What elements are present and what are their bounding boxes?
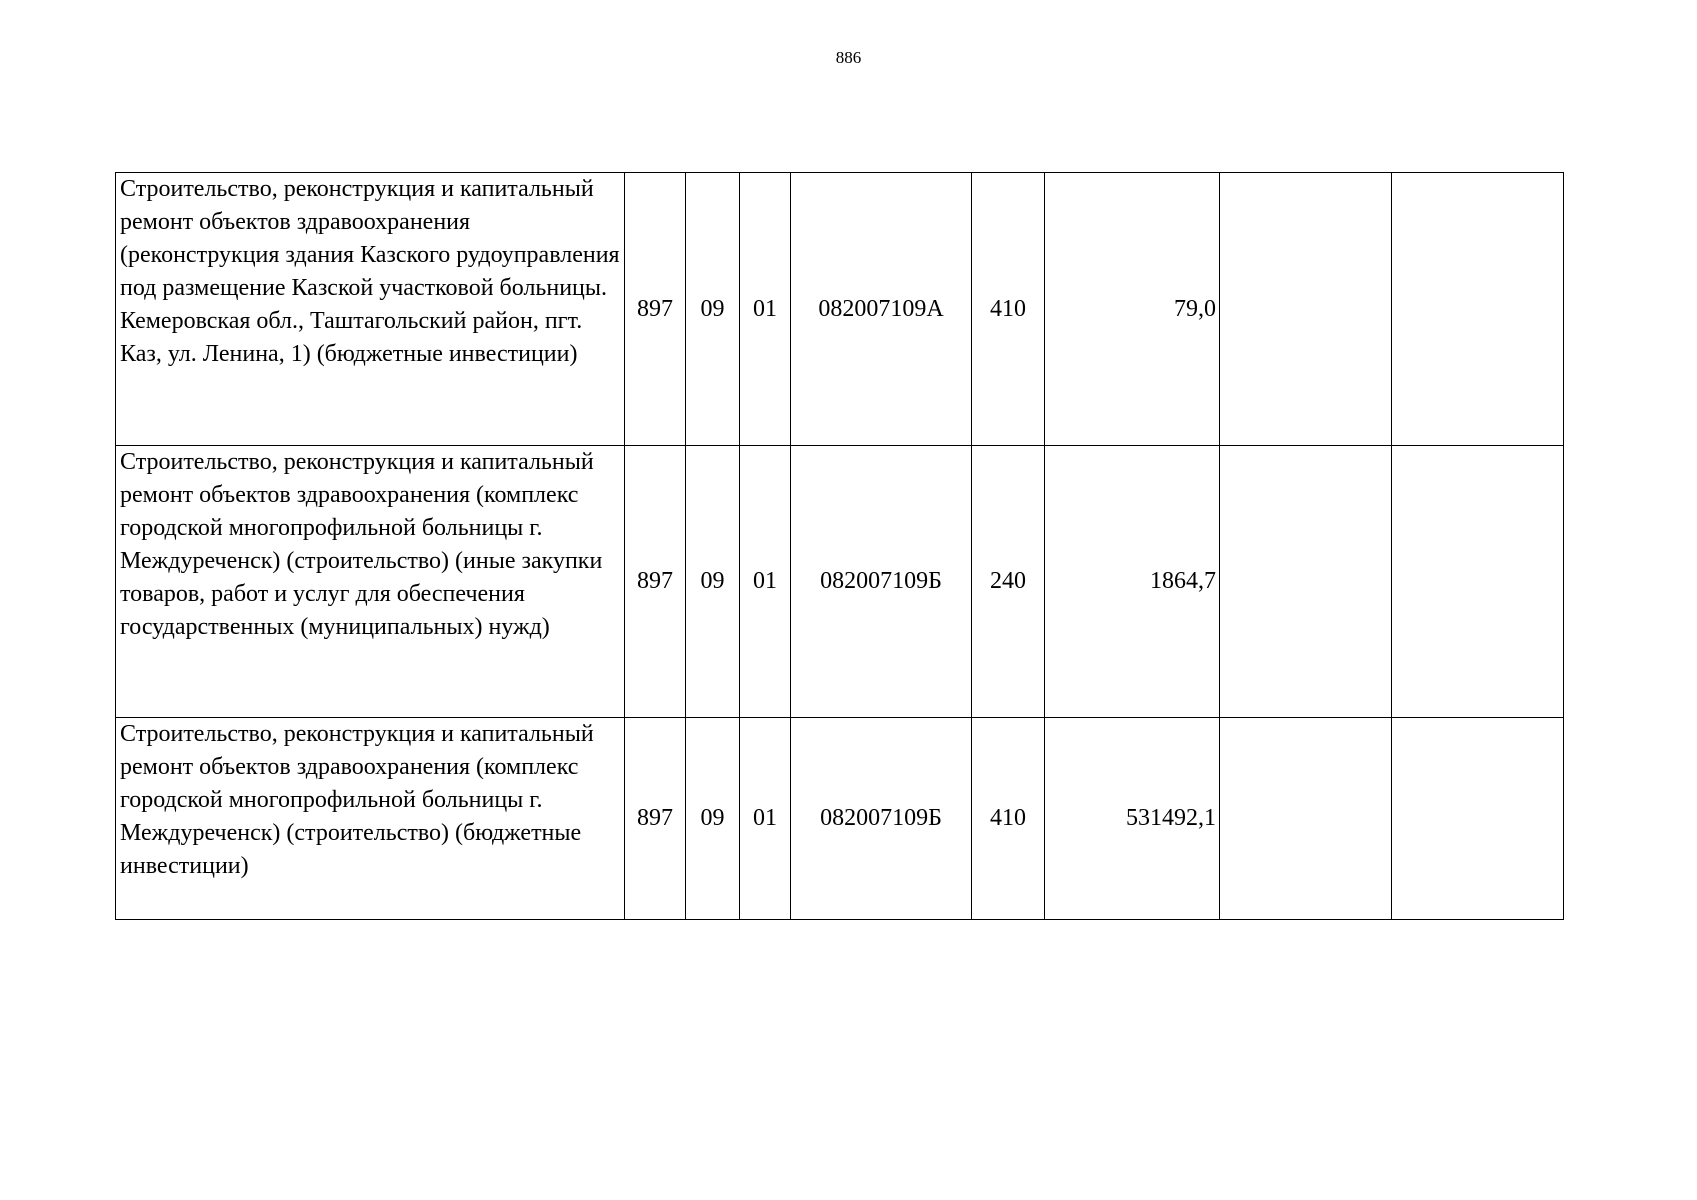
amount-col-8 xyxy=(1220,446,1392,718)
subsection-code: 01 xyxy=(740,718,791,920)
section-code: 09 xyxy=(686,718,740,920)
target-article-code: 082007109Б xyxy=(791,446,972,718)
row-description: Строительство, реконструкция и капитальный ремонт объектов здравоохранения (реконструкция здания Казского рудоуправления под размещение Казской участковой больницы. Кемеровская обл., Таштагольский район, пгт. Каз, ул. Ленина, 1) (бюджетные инвестиции) xyxy=(116,173,625,446)
expense-type-code: 410 xyxy=(972,718,1045,920)
ministry-code: 897 xyxy=(625,446,686,718)
section-code: 09 xyxy=(686,446,740,718)
subsection-code: 01 xyxy=(740,446,791,718)
page-number: 886 xyxy=(835,48,862,67)
row-description: Строительство, реконструкция и капитальный ремонт объектов здравоохранения (комплекс городской многопрофильной больницы г. Междуреченск) (строительство) (иные закупки товаров, работ и услуг для обеспечения государственных (муниципальных) нужд) xyxy=(116,446,625,718)
section-code: 09 xyxy=(686,173,740,446)
amount-col-8 xyxy=(1220,718,1392,920)
target-article-code: 082007109А xyxy=(791,173,972,446)
amount: 1864,7 xyxy=(1045,446,1220,718)
amount: 531492,1 xyxy=(1045,718,1220,920)
table-row xyxy=(116,718,1564,920)
table-row xyxy=(116,446,1564,718)
amount-col-9 xyxy=(1392,173,1564,446)
budget-table xyxy=(115,172,1564,920)
amount-col-9 xyxy=(1392,446,1564,718)
target-article-code: 082007109Б xyxy=(791,718,972,920)
row-description: Строительство, реконструкция и капитальный ремонт объектов здравоохранения (комплекс городской многопрофильной больницы г. Междуреченск) (строительство) (бюджетные инвестиции) xyxy=(116,718,625,920)
subsection-code: 01 xyxy=(740,173,791,446)
expense-type-code: 240 xyxy=(972,446,1045,718)
amount: 79,0 xyxy=(1045,173,1220,446)
table-row xyxy=(116,173,1564,446)
amount-col-9 xyxy=(1392,718,1564,920)
amount-col-8 xyxy=(1220,173,1392,446)
expense-type-code: 410 xyxy=(972,173,1045,446)
ministry-code: 897 xyxy=(625,718,686,920)
ministry-code: 897 xyxy=(625,173,686,446)
